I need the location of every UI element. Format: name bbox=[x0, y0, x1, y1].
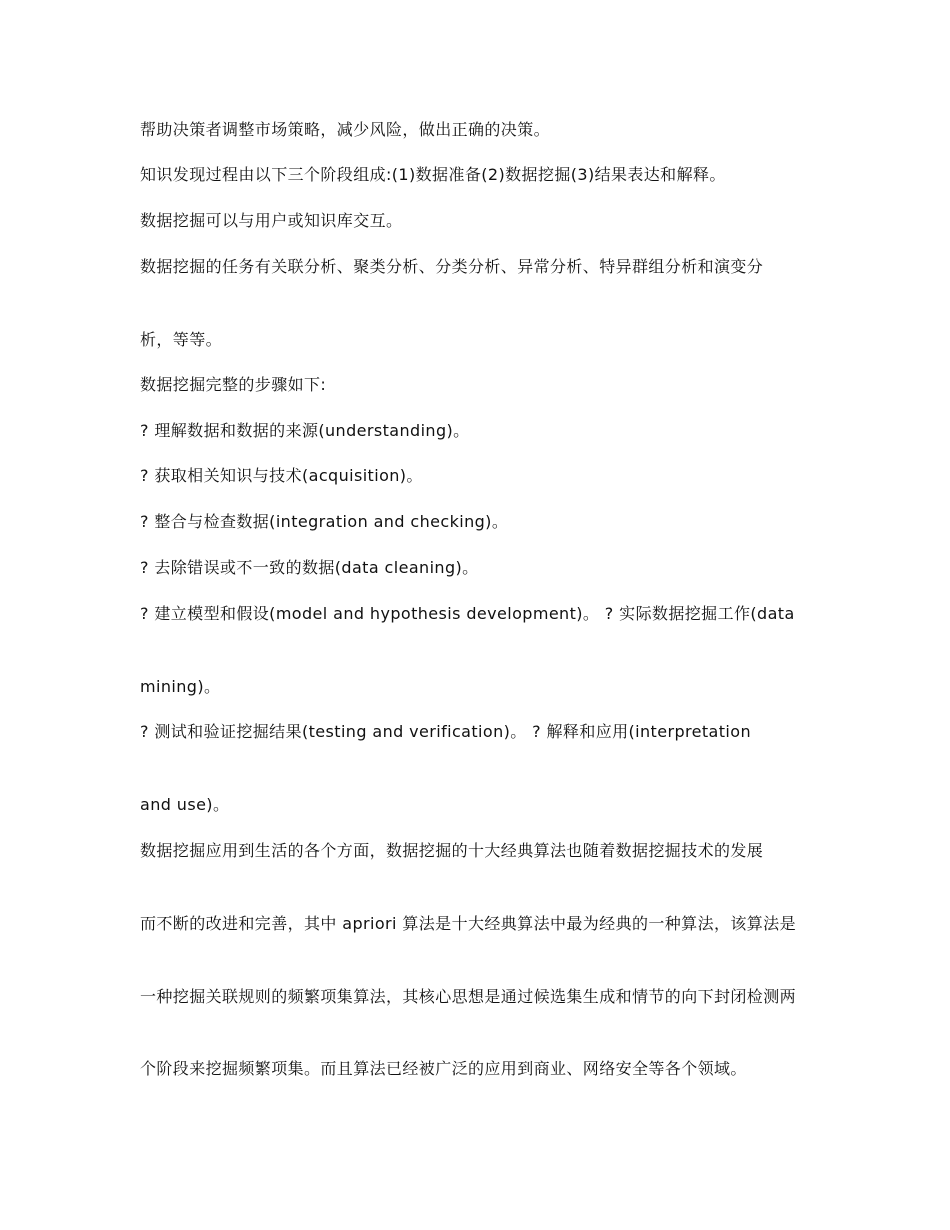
paragraph-line: 一种挖掘关联规则的频繁项集算法，其核心思想是通过候选集生成和情节的向下封闭检测两 bbox=[140, 987, 797, 1006]
list-item: ? 理解数据和数据的来源(understanding)。 bbox=[140, 421, 470, 440]
paragraph-line: 个阶段来挖掘频繁项集。而且算法已经被广泛的应用到商业、网络安全等各个领域。 bbox=[140, 1059, 747, 1078]
list-item: ? 整合与检查数据(integration and checking)。 bbox=[140, 512, 509, 531]
paragraph-line: 知识发现过程由以下三个阶段组成:(1)数据准备(2)数据挖掘(3)结果表达和解释。 bbox=[140, 165, 726, 184]
paragraph-line: 数据挖掘的任务有关联分析、聚类分析、分类分析、异常分析、特异群组分析和演变分 bbox=[140, 257, 764, 276]
list-item: mining)。 bbox=[140, 677, 221, 696]
paragraph-line: 析，等等。 bbox=[140, 330, 223, 349]
list-item: ? 获取相关知识与技术(acquisition)。 bbox=[140, 466, 423, 485]
paragraph-line: 数据挖掘完整的步骤如下: bbox=[140, 375, 327, 394]
paragraph-line: 而不断的改进和完善，其中 apriori 算法是十大经典算法中最为经典的一种算法，该算法是 bbox=[140, 914, 796, 933]
paragraph-line: 数据挖掘可以与用户或知识库交互。 bbox=[140, 211, 403, 230]
list-item: ? 建立模型和假设(model and hypothesis development)。 ? 实际数据挖掘工作(data bbox=[140, 604, 795, 623]
paragraph-line: 帮助决策者调整市场策略，减少风险，做出正确的决策。 bbox=[140, 120, 551, 139]
list-item: ? 去除错误或不一致的数据(data cleaning)。 bbox=[140, 558, 479, 577]
list-item: ? 测试和验证挖掘结果(testing and verification)。 ? 解释和应用(interpretation bbox=[140, 722, 752, 741]
list-item: and use)。 bbox=[140, 795, 230, 814]
paragraph-line: 数据挖掘应用到生活的各个方面，数据挖掘的十大经典算法也随着数据挖掘技术的发展 bbox=[140, 841, 764, 860]
